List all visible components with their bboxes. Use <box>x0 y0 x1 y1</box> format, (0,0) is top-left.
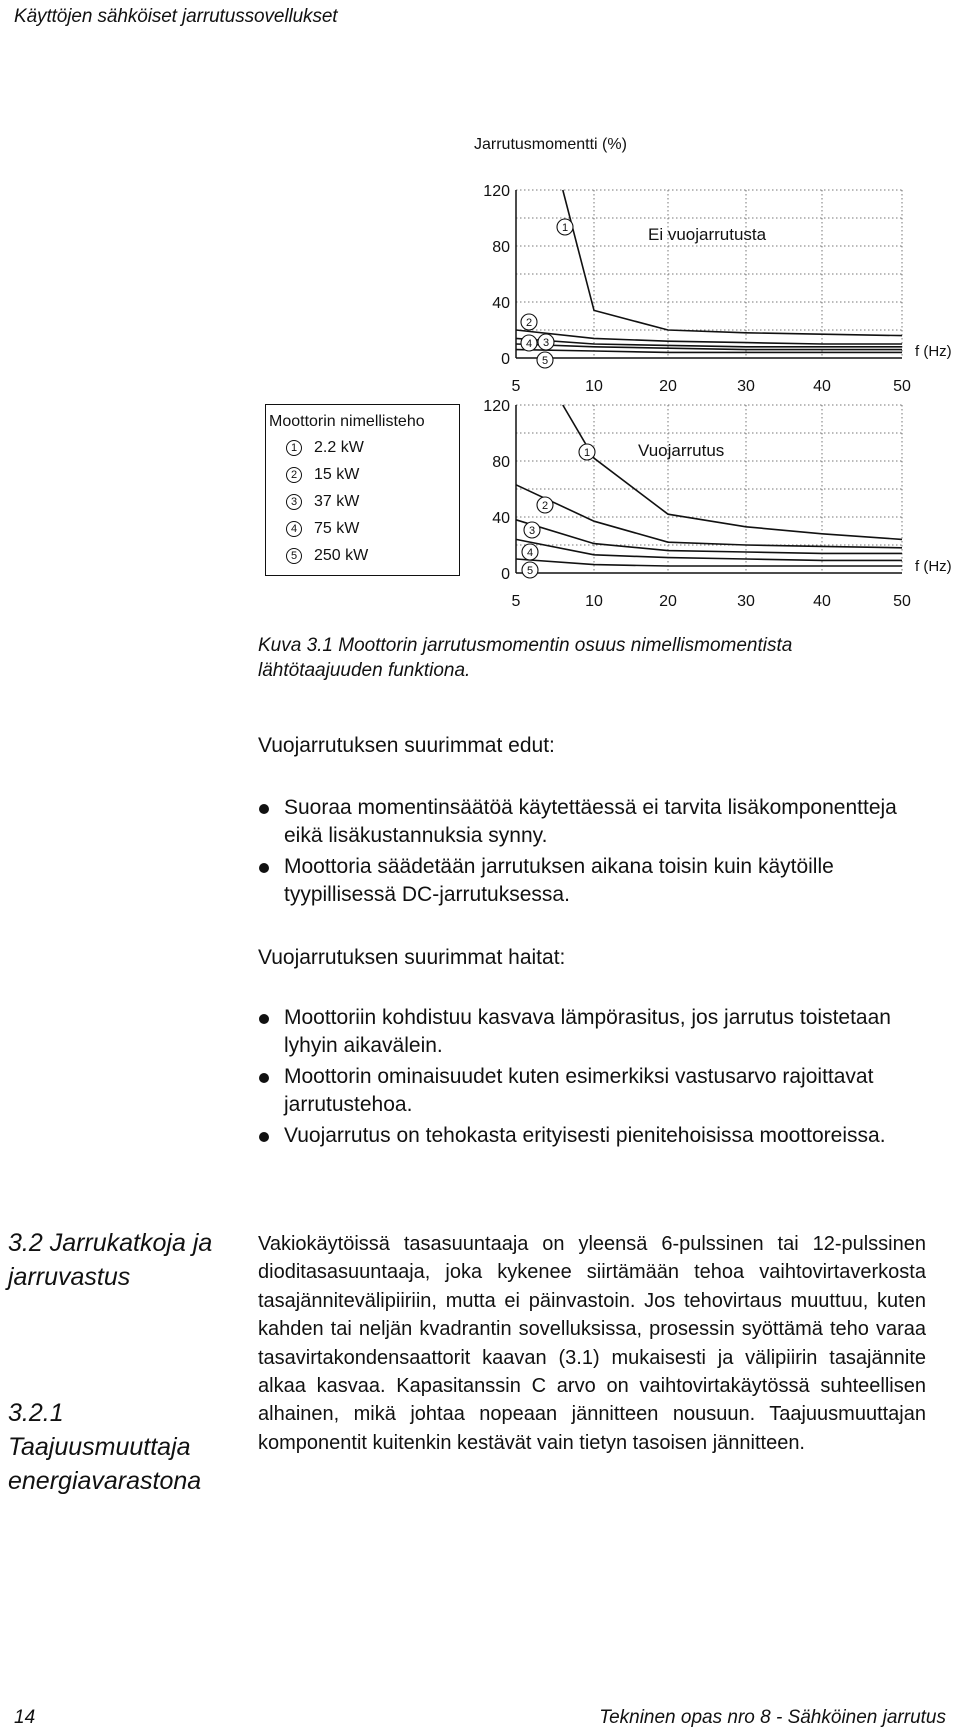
legend-item <box>286 545 368 567</box>
y-tick-label: 120 <box>483 183 510 200</box>
series-marker-label: 1 <box>561 222 569 234</box>
series-marker-label: 5 <box>541 355 549 367</box>
legend-label: 15 kW <box>314 466 360 483</box>
advantages-heading: Vuojarrutuksen suurimmat edut: <box>258 734 555 757</box>
series-marker-label: 4 <box>526 547 534 559</box>
x-tick-label: 20 <box>659 378 677 395</box>
series-line <box>563 405 902 539</box>
y-tick-label: 80 <box>492 454 510 471</box>
panel-title: Ei vuojarrutusta <box>648 225 767 244</box>
series-line <box>516 485 902 548</box>
list-item: Suoraa momentinsäätöä käytettäessä ei tarvita lisäkomponentteja eikä lisäkustannuksia synny. <box>258 794 938 850</box>
y-tick-label: 0 <box>501 566 510 583</box>
list-item: Moottoria säädetään jarrutuksen aikana toisin kuin käytöille tyypillisessä DC-jarrutuksessa. <box>258 853 938 909</box>
series-marker-label: 3 <box>542 337 550 349</box>
series-marker-label: 1 <box>583 447 591 459</box>
x-axis-label: f (Hz) <box>915 558 952 575</box>
y-axis-title: Jarrutusmomentti (%) <box>474 136 627 153</box>
legend-number: 2 <box>286 467 302 483</box>
y-tick-label: 40 <box>492 510 510 527</box>
legend-label: 250 kW <box>314 547 369 564</box>
legend-number: 4 <box>286 521 302 537</box>
legend-item <box>286 518 359 540</box>
list-item: Vuojarrutus on tehokasta erityisesti pienitehoisissa moottoreissa. <box>258 1122 938 1150</box>
section-body-text: Vakiokäytöissä tasasuuntaaja on yleensä 6-pulssinen tai 12-pulssinen dioditasasuuntaaja, joka kykenee siirtämään tehoa vaihtovirtaverkosta tasajännitevälipiiriin, mutta ei päinvastoin. Jos tehovirtaus muuttuu, kuten kahden tai neljän kvadrantin sovelluksissa, prosessin syöttämä teho varaa tasavirtakondensaattorit kaavan (3.1) mukaisesti ja välipiirin tasajännite alkaa kasvaa. Kapasitanssin C arvo on vaihtovirtakäytössä suhteellisen alhainen, mikä johtaa nopeaan jännitteen nousuun. Taajuusmuuttajan komponentit kuitenkin kestävät vain tietyn tasoisen jännitteen. <box>258 1233 926 1454</box>
series-marker-label: 5 <box>526 565 534 577</box>
list-item: Moottorin ominaisuudet kuten esimerkiksi vastusarvo rajoittavat jarrutustehoa. <box>258 1063 938 1119</box>
series-marker-label: 2 <box>541 500 549 512</box>
series-line <box>516 520 902 554</box>
list-item: Moottoriin kohdistuu kasvava lämpörasitus, jos jarrutus toistetaan lyhyin aikavälein. <box>258 1004 938 1060</box>
x-tick-label: 5 <box>511 593 521 610</box>
legend-item <box>286 464 359 486</box>
y-tick-label: 0 <box>501 351 510 368</box>
x-tick-label: 10 <box>585 378 603 395</box>
figure-caption <box>258 633 938 683</box>
series-marker-label: 2 <box>525 317 533 329</box>
caption-line: lähtötaajuuden funktiona. <box>258 660 471 681</box>
series-line <box>516 539 902 560</box>
legend-label: 37 kW <box>314 493 360 510</box>
x-axis-label: f (Hz) <box>915 343 952 360</box>
legend-item <box>286 437 364 459</box>
x-tick-label: 30 <box>737 593 755 610</box>
legend-label: 75 kW <box>314 520 360 537</box>
legend-number: 1 <box>286 440 302 456</box>
x-tick-label: 20 <box>659 593 677 610</box>
series-marker-label: 3 <box>528 525 536 537</box>
x-tick-label: 10 <box>585 593 603 610</box>
legend-label: 2.2 kW <box>314 439 364 456</box>
x-tick-label: 50 <box>893 593 911 610</box>
subsection-heading: 3.2.1 Taajuusmuuttaja energiavarastona <box>8 1399 202 1495</box>
legend-number: 3 <box>286 494 302 510</box>
x-tick-label: 5 <box>511 378 521 395</box>
disadvantages-heading: Vuojarrutuksen suurimmat haitat: <box>258 946 566 969</box>
x-tick-label: 50 <box>893 378 911 395</box>
legend-title: Moottorin nimellisteho <box>269 413 425 430</box>
legend-number: 5 <box>286 548 302 564</box>
disadvantages-list <box>258 1004 938 1153</box>
panel-title: Vuojarrutus <box>638 441 725 460</box>
braking-torque-figure <box>0 0 960 640</box>
x-tick-label: 40 <box>813 378 831 395</box>
series-marker-label: 4 <box>525 338 533 350</box>
running-header: Käyttöjen sähköiset jarrutussovellukset <box>14 6 338 27</box>
legend-item <box>286 491 359 513</box>
x-tick-label: 40 <box>813 593 831 610</box>
advantages-list <box>258 794 938 912</box>
caption-line: Kuva 3.1 Moottorin jarrutusmomentin osuus nimellismomentista <box>258 635 793 656</box>
y-tick-label: 40 <box>492 295 510 312</box>
series-line <box>563 190 902 336</box>
y-tick-label: 120 <box>483 398 510 415</box>
y-tick-label: 80 <box>492 239 510 256</box>
x-tick-label: 30 <box>737 378 755 395</box>
guide-title: Tekninen opas nro 8 - Sähköinen jarrutus <box>599 1707 946 1728</box>
motor-power-legend <box>265 404 460 576</box>
page-number: 14 <box>14 1707 36 1728</box>
section-heading: 3.2 Jarrukatkoja ja jarruvastus <box>8 1229 213 1291</box>
